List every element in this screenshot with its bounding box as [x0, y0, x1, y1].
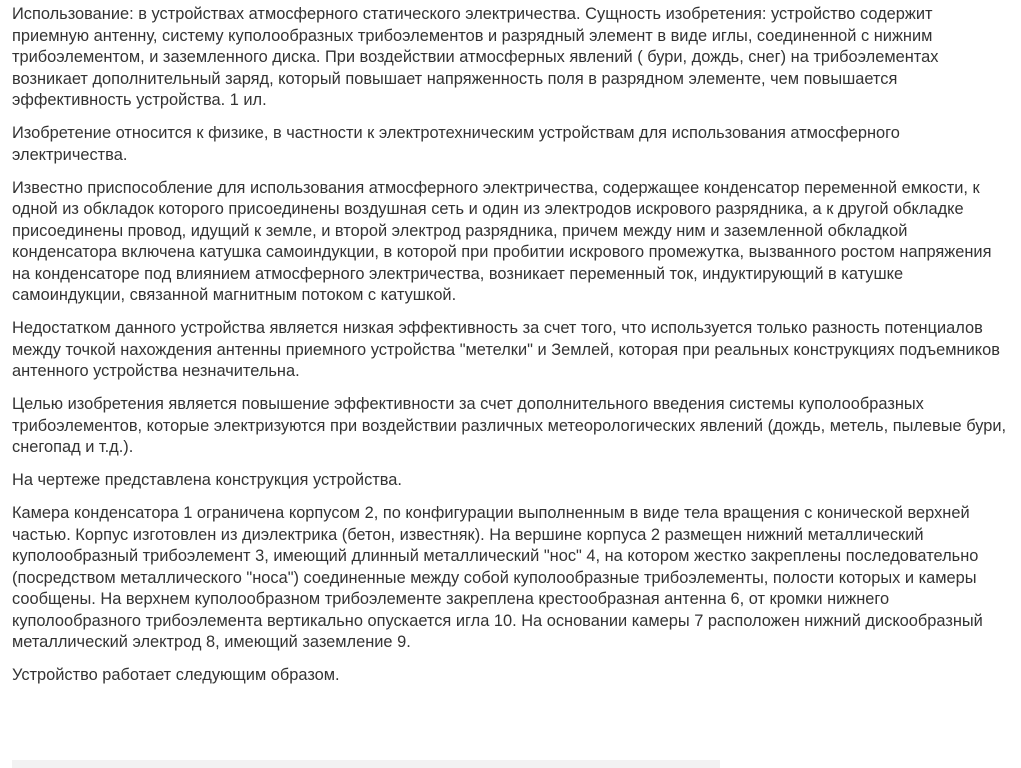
construction-paragraph: Камера конденсатора 1 ограничена корпусом 2, по конфигурации выполненным в виде тела вращения с конической верхней частью. Корпус изготовлен из диэлектрика (бетон, известняк). На вершине корпуса 2 размещен нижний металлический куполообразный трибоэлемент 3, имеющий длинный металлический "нос" 4, на котором жестко закреплены последовательно (посредством металлического "носа") соединенные между собой куполообразные трибоэлементы, полости которых и камеры сообщены. На верхнем куполообразном трибоэлементе закреплена крестообразная антенна 6, от кромки нижнего куполообразного трибоэлемента вертикально опускается игла 10. На основании камеры 7 расположен нижний дискообразный металлический электрод 8, имеющий заземление 9. [12, 504, 983, 651]
field-paragraph: Изобретение относится к физике, в частности к электротехническим устройствам для использования атмосферного электричества. [12, 124, 900, 164]
article-body [12, 4, 1007, 698]
prior-art-paragraph: Известно приспособление для использования атмосферного электричества, содержащее конденсатор переменной емкости, к одной из обкладок которого присоединены воздушная сеть и один из электродов искрового разрядника, а к другой обкладке присоединены провод, идущий к земле, и второй электрод разрядника, причем между ним и заземленной обкладкой конденсатора включена катушка самоиндукции, в которой при пробитии искрового промежутка, вызванного ростом напряжения на конденсаторе под влиянием атмосферного электричества, возникает переменный ток, индуктирующий в катушке самоиндукции, связанной магнитным потоком с катушкой. [12, 178, 992, 304]
abstract-paragraph: Использование: в устройствах атмосферного статического электричества. Сущность изобретения: устройство содержит приемную антенну, систему куполообразных трибоэлементов и разрядный элемент в виде иглы, соединенной с нижним трибоэлементом, и заземленного диска. При воздействии атмосферных явлений ( бури, дождь, снег) на трибоэлементах возникает дополнительный заряд, который повышает напряженность поля в разрядном элементе, чем повышается эффективность устройства. 1 ил. [12, 5, 939, 109]
drawing-paragraph: На чертеже представлена конструкция устройства. [12, 471, 402, 489]
goal-paragraph: Целью изобретения является повышение эффективности за счет дополнительного введения системы куполообразных трибоэлементов, которые электризуются при воздействии различных метеорологических явлений (дождь, метель, пылевые бури, снегопад и т.д.). [12, 395, 1007, 456]
operation-paragraph: Устройство работает следующим образом. [12, 666, 340, 684]
drawback-paragraph: Недостатком данного устройства является низкая эффективность за счет того, что используется только разность потенциалов между точкой нахождения антенны приемного устройства "метелки" и Землей, которая при реальных конструкциях подъемников антенного устройства незначительна. [12, 319, 1000, 380]
figure-top-edge [12, 760, 720, 768]
